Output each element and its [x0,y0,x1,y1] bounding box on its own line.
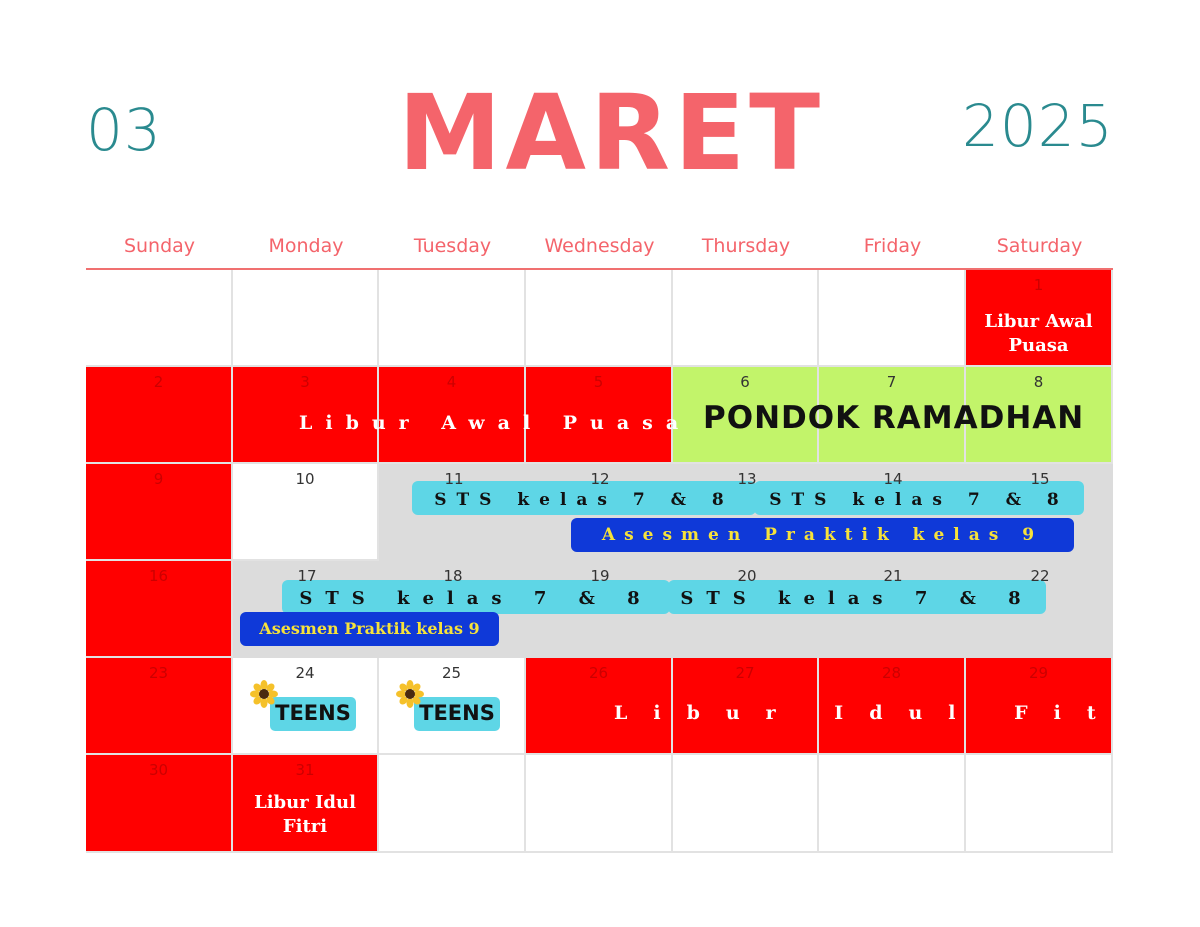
event-asesmen-pill[interactable] [240,612,499,646]
event-pondok-ramadhan: PONDOK RAMADHAN [703,400,1085,436]
event-sts-pill[interactable] [668,580,1046,614]
day-number: 4 [446,373,457,391]
event-teens[interactable]: TEENS [270,697,356,731]
day-number: 26 [588,664,609,682]
day-cell-23[interactable] [86,658,233,755]
day-number-13[interactable]: 13 [737,470,757,488]
weekday-tuesday: Tuesday [413,235,492,257]
day-cell-empty [526,270,673,367]
sunflower-icon [250,680,278,708]
event-sts-label: STS kelas 7 & 8 [769,490,1069,510]
day-number: 2 [153,373,164,391]
calendar-grid [86,224,1191,853]
month-number: 03 [86,96,162,164]
day-cell-empty [673,270,819,367]
weekday-thursday: Thursday [701,235,791,257]
day-number: 28 [881,664,902,682]
day-number: 25 [441,664,462,682]
day-cell-10[interactable] [233,464,379,561]
day-number-15[interactable]: 15 [1030,470,1050,488]
event-sts-pill[interactable] [282,580,670,614]
day-number-14[interactable]: 14 [883,470,903,488]
day-number: 16 [148,567,169,585]
day-cell-1[interactable] [966,270,1113,367]
day-number: 29 [1028,664,1049,682]
day-cell-empty [966,755,1113,853]
event-asesmen-label: Asesmen Praktik kelas 9 [259,619,480,638]
day-number: 8 [1033,373,1044,391]
day-cell-empty [379,755,526,853]
day-cell-empty [379,270,526,367]
event-libur-idul-fitri-span: Libur Idul Fitri [614,702,1191,724]
day-cell-empty [526,755,673,853]
day-cell-30[interactable] [86,755,233,853]
day-cell-16[interactable] [86,561,233,658]
event-asesmen-label: Asesmen Praktik kelas 9 [601,525,1044,545]
weekday-saturday: Saturday [996,235,1083,257]
month-name: MARET [398,72,825,194]
sunflower-icon [396,680,424,708]
day-number-19[interactable]: 19 [590,567,610,585]
day-number: 7 [886,373,897,391]
day-number-20[interactable]: 20 [737,567,757,585]
day-number: 31 [295,761,315,779]
day-number: 27 [735,664,755,682]
day-number-12[interactable]: 12 [590,470,610,488]
event-sts-label: STS kelas 7 & 8 [680,588,1034,609]
day-number-17[interactable]: 17 [297,567,317,585]
day-cell-31[interactable] [233,755,379,853]
event-teens[interactable]: TEENS [414,697,500,731]
event-asesmen-pill[interactable] [571,518,1074,552]
day-cell-empty [233,270,379,367]
day-cell-9[interactable] [86,464,233,561]
weekday-monday: Monday [268,235,344,257]
day-cell-empty [819,270,966,367]
day-number: 5 [593,373,604,391]
day-number-18[interactable]: 18 [443,567,463,585]
day-cell-empty [86,270,233,367]
day-number-11[interactable]: 11 [444,470,464,488]
day-number-22[interactable]: 22 [1030,567,1050,585]
day-number: 6 [740,373,750,391]
event-libur-awal-puasa: Libur Awal Puasa [984,311,1093,356]
day-number: 3 [300,373,310,391]
day-cell-empty [819,755,966,853]
weekday-sunday: Sunday [123,235,196,257]
day-cell-2[interactable] [86,367,233,464]
day-number: 9 [153,470,164,488]
weekday-friday: Friday [863,235,922,257]
day-number: 30 [148,761,169,779]
day-cell-empty [673,755,819,853]
weekday-wednesday: Wednesday [544,235,655,257]
day-number: 23 [148,664,169,682]
event-sts-label: STS kelas 7 & 8 [434,490,734,510]
year: 2025 [962,92,1114,160]
event-libur-awal-puasa-span: Libur Awal Puasa [299,412,692,434]
day-number: 24 [295,664,315,682]
event-sts-label: STS kelas 7 & 8 [299,588,653,609]
event-libur-idul-fitri: Libur Idul Fitri [254,792,356,837]
day-number-21[interactable]: 21 [883,567,903,585]
day-number: 10 [295,470,315,488]
day-number: 1 [1033,276,1044,294]
